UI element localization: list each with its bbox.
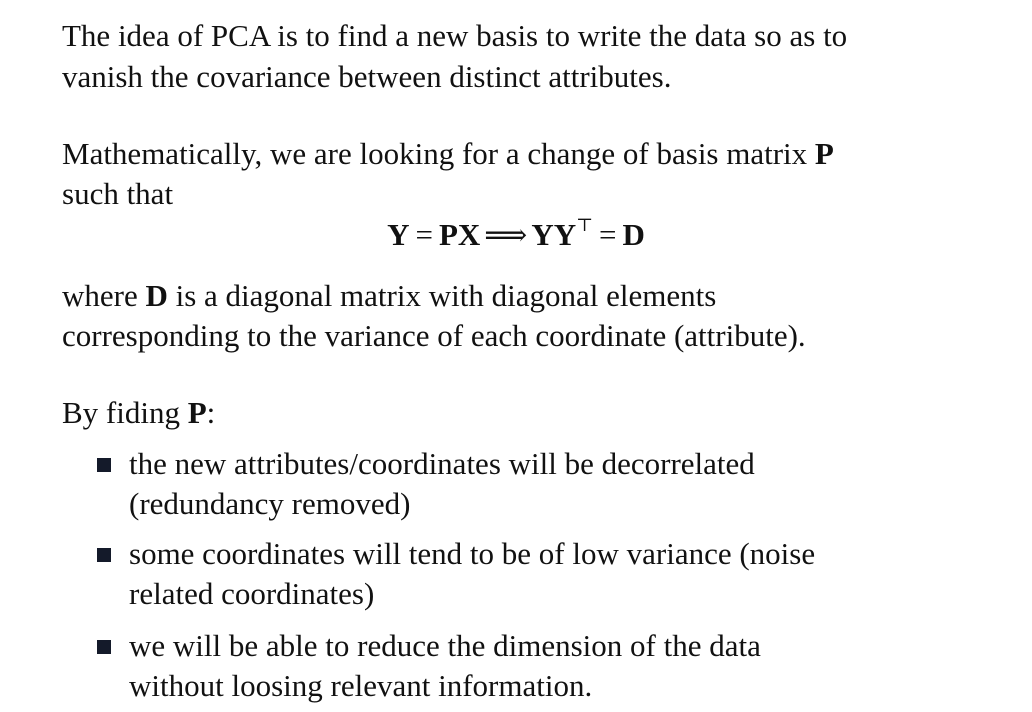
- pca-equation: [0, 214, 1032, 257]
- equation-yy: YY: [531, 217, 577, 252]
- intro-line-2: vanish the covariance between distinct attributes.: [62, 59, 672, 94]
- square-bullet-icon: [97, 548, 111, 562]
- fiding-post: :: [206, 395, 216, 430]
- math-line-1-text: Mathematically, we are looking for a change of basis matrix: [62, 136, 815, 171]
- transpose-symbol: ⊤: [576, 215, 594, 235]
- list-item-line-2: without loosing relevant information.: [129, 668, 593, 703]
- list-item-line-1: we will be able to reduce the dimension of the data: [129, 628, 761, 663]
- square-bullet-icon: [97, 640, 111, 654]
- equation-equals-2: =: [599, 217, 617, 252]
- matrix-p-symbol-2: P: [187, 395, 207, 430]
- implies-arrow: ⟹: [484, 219, 528, 252]
- list-item-line-1: some coordinates will tend to be of low variance (noise: [129, 536, 816, 571]
- diag-line-1: [62, 276, 716, 316]
- matrix-d-symbol: D: [145, 278, 168, 313]
- math-line-2: such that: [62, 176, 174, 211]
- equation-y: Y: [387, 217, 410, 252]
- list-item-line-2: related coordinates): [129, 576, 375, 611]
- fiding-pre: By fiding: [62, 395, 188, 430]
- square-bullet-icon: [97, 458, 111, 472]
- list-item-line-2: (redundancy removed): [129, 486, 411, 521]
- diag-line-2: corresponding to the variance of each coordinate (attribute).: [62, 318, 806, 353]
- list-item-line-1: the new attributes/coordinates will be decorrelated: [129, 446, 755, 481]
- fiding-line: [62, 393, 215, 433]
- math-line-1: [62, 134, 834, 174]
- equation-d: D: [622, 217, 645, 252]
- equation-equals-1: =: [415, 217, 433, 252]
- diag-line-1-pre: where: [62, 278, 146, 313]
- matrix-p-symbol: P: [814, 136, 834, 171]
- diag-line-1-post: is a diagonal matrix with diagonal elements: [167, 278, 717, 313]
- intro-line-1: The idea of PCA is to find a new basis to write the data so as to: [62, 18, 848, 53]
- equation-px: PX: [438, 217, 481, 252]
